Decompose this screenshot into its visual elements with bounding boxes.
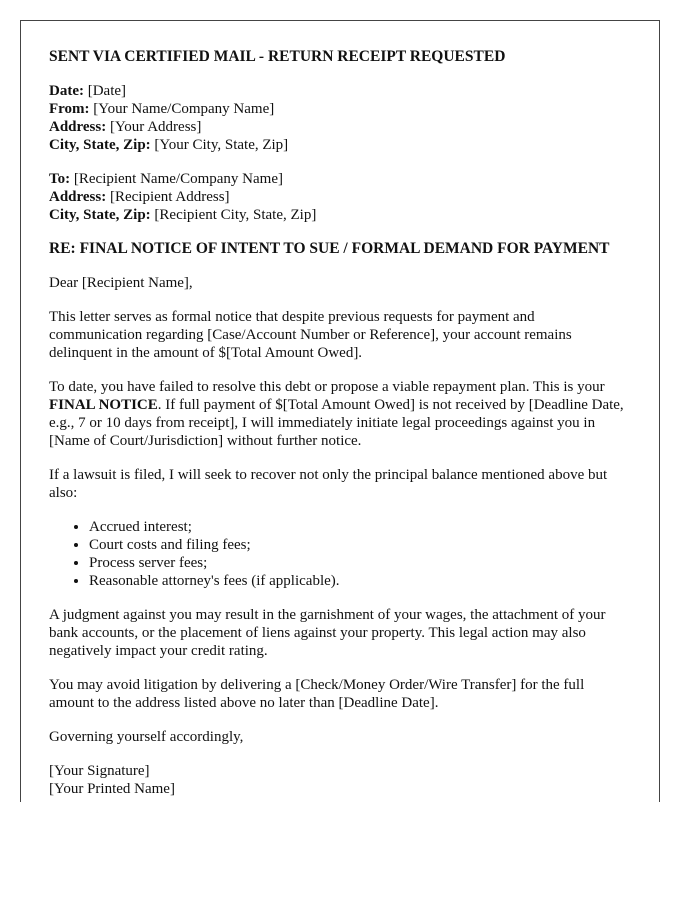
list-item: • Court costs and filing fees; <box>89 536 631 554</box>
paragraph-lawsuit: If a lawsuit is filed, I will seek to recover not only the principal balance mentioned above but also: <box>49 467 608 501</box>
recipient-address: [Recipient Address] <box>109 189 230 205</box>
recipient-address-label: Address: <box>49 189 107 205</box>
subject-line: RE: FINAL NOTICE OF INTENT TO SUE / FORMAL DEMAND FOR PAYMENT <box>49 240 610 257</box>
recipient-city-label: City, State, Zip: <box>49 207 151 223</box>
date-value: [Date] <box>87 83 127 99</box>
sender-city-label: City, State, Zip: <box>49 137 151 153</box>
recipient-city: [Recipient City, State, Zip] <box>154 207 317 223</box>
recoverable-costs-list <box>49 518 631 590</box>
paragraph-judgment: A judgment against you may result in the garnishment of your wages, the attachment of your bank accounts, or the placement of liens against your property. This legal action may also negatively impact your credit rating. <box>49 607 606 659</box>
list-item: • Reasonable attorney's fees (if applicable). <box>89 572 631 590</box>
signature: [Your Signature] <box>49 763 150 779</box>
from-value: [Your Name/Company Name] <box>93 101 275 117</box>
date-label: Date: <box>49 83 84 99</box>
signature-block <box>49 762 631 798</box>
sender-block <box>49 82 631 154</box>
to-label: To: <box>49 171 71 187</box>
paragraph-final-notice <box>49 378 631 450</box>
sender-city: [Your City, State, Zip] <box>154 137 289 153</box>
to-value: [Recipient Name/Company Name] <box>73 171 283 187</box>
closing: Governing yourself accordingly, <box>49 729 244 745</box>
recipient-block <box>49 170 631 224</box>
mail-header: SENT VIA CERTIFIED MAIL - RETURN RECEIPT REQUESTED <box>49 48 506 65</box>
sender-address-label: Address: <box>49 119 107 135</box>
final-notice-emphasis: FINAL NOTICE <box>49 397 158 413</box>
salutation: Dear [Recipient Name], <box>49 275 193 291</box>
from-label: From: <box>49 101 90 117</box>
paragraph-avoid-litigation: You may avoid litigation by delivering a [Check/Money Order/Wire Transfer] for the full amount to the address listed above no later than [Deadline Date]. <box>49 677 585 711</box>
letter-page <box>20 20 660 802</box>
para2-after: . If full payment of $[Total Amount Owed] is not received by [Deadline Date, e.g., 7 or 10 days from receipt], I will immediately initiate legal proceedings against you in [Name of Court/Jurisdiction] without further notice. <box>49 397 624 449</box>
list-item: • Process server fees; <box>89 554 631 572</box>
list-item: • Accrued interest; <box>89 518 631 536</box>
sender-address: [Your Address] <box>109 119 202 135</box>
printed-name: [Your Printed Name] <box>49 781 175 797</box>
paragraph-notice: This letter serves as formal notice that despite previous requests for payment and communication regarding [Case/Account Number or Reference], your account remains delinquent in the amount of $[Total Amount Owed]. <box>49 309 572 361</box>
para2-before: To date, you have failed to resolve this debt or propose a viable repayment plan. This is your <box>49 379 605 395</box>
